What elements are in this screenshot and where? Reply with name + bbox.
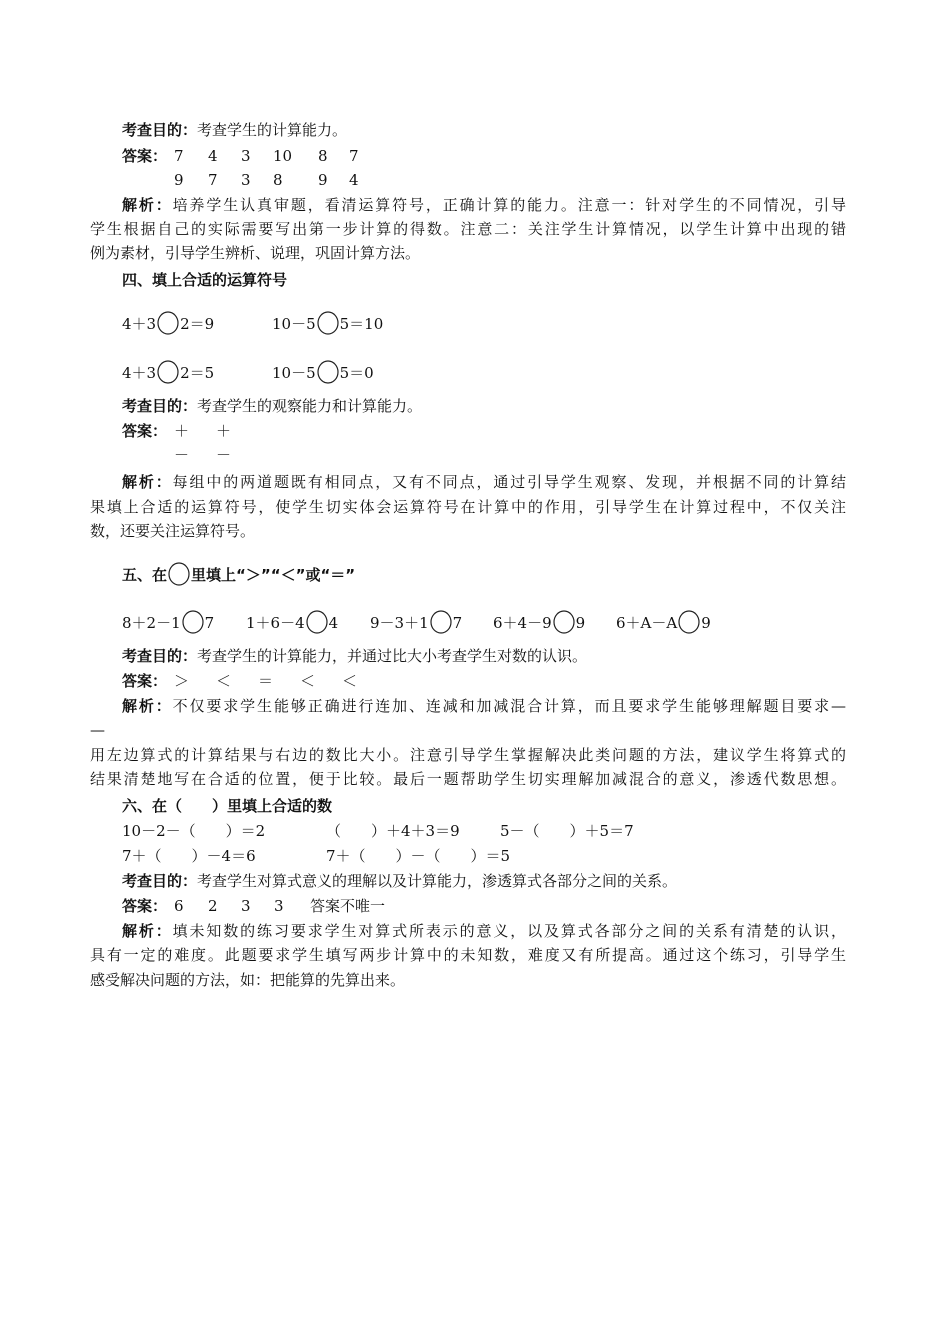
equation-right: 2＝9 bbox=[180, 315, 215, 333]
answer-value: 3 bbox=[274, 897, 284, 915]
expression-left: 6＋A－A bbox=[616, 614, 678, 632]
s4-equation-1 bbox=[122, 311, 214, 333]
blank-circle-icon bbox=[317, 360, 339, 384]
blank-circle-icon bbox=[157, 360, 179, 384]
s6-question-3: 5－（ ）＋5＝7 bbox=[500, 822, 634, 840]
s6-purpose-line bbox=[122, 870, 677, 892]
equation-right: 2＝5 bbox=[180, 364, 215, 382]
s4-analysis-line-2: 果填上合适的运算符号，使学生切实体会运算符号在计算中的作用，引导学生在计算过程中，不仅关注 bbox=[90, 498, 846, 516]
s4-equation-2 bbox=[272, 311, 383, 333]
expression-right: 7 bbox=[204, 614, 215, 632]
s4-analysis-line-1 bbox=[122, 471, 846, 493]
purpose-text: 考查学生的观察能力和计算能力。 bbox=[197, 397, 423, 415]
blank-circle-icon bbox=[430, 610, 452, 634]
answer-value: 7 bbox=[208, 171, 218, 189]
blank-circle-icon bbox=[182, 610, 204, 634]
answer-value: 3 bbox=[241, 147, 251, 165]
equation-right: 5＝10 bbox=[339, 315, 384, 333]
s6-analysis-line-3: 感受解决问题的方法，如：把能算的先算出来。 bbox=[90, 971, 406, 989]
s5-comparison-1 bbox=[122, 610, 214, 632]
s5-comparison-2 bbox=[246, 610, 338, 632]
blank-circle-icon bbox=[317, 311, 339, 335]
s4-analysis-line-3: 数，还要关注运算符号。 bbox=[90, 522, 256, 540]
expression-left: 6＋4－9 bbox=[493, 614, 552, 632]
s5-analysis-line-1b: — bbox=[90, 721, 105, 739]
answer-value: 8 bbox=[273, 171, 283, 189]
purpose-label: 考查目的： bbox=[122, 121, 198, 139]
blank-circle-icon bbox=[306, 610, 328, 634]
answer-value: 9 bbox=[174, 171, 184, 189]
blank-circle-icon bbox=[678, 610, 700, 634]
s5-analysis-line-1 bbox=[122, 695, 846, 717]
s3-purpose-line bbox=[122, 119, 347, 141]
analysis-text: 不仅要求学生能够正确进行连加、连减和加减混合计算，而且要求学生能够理解题目要求— bbox=[172, 697, 846, 715]
answer-value: ＞ bbox=[174, 672, 190, 690]
s6-analysis-line-2: 具有一定的难度。此题要求学生填写两步计算中的未知数，难度又有所提高。通过这个练习，引导学生 bbox=[90, 946, 846, 964]
answer-label: 答案： bbox=[122, 897, 168, 915]
equation-left: 4＋3 bbox=[122, 364, 157, 382]
answer-value: ＋ bbox=[174, 422, 190, 440]
answer-value: ＜ bbox=[300, 672, 316, 690]
purpose-text: 考查学生的计算能力。 bbox=[197, 121, 348, 139]
s6-question-4: 7＋（ ）－4＝6 bbox=[122, 847, 256, 865]
answer-label: 答案： bbox=[122, 147, 168, 165]
answer-value: ＝ bbox=[258, 672, 274, 690]
section-4-heading: 四、填上合适的运算符号 bbox=[122, 271, 288, 289]
purpose-label: 考查目的： bbox=[122, 647, 198, 665]
s4-purpose-line bbox=[122, 395, 422, 417]
blank-circle-icon bbox=[168, 562, 190, 586]
expression-right: 4 bbox=[328, 614, 339, 632]
answer-note: 答案不唯一 bbox=[310, 897, 386, 915]
expression-left: 8＋2－1 bbox=[122, 614, 181, 632]
section-5-heading bbox=[122, 562, 355, 584]
expression-left: 1＋6－4 bbox=[246, 614, 305, 632]
analysis-text: 培养学生认真审题，看清运算符号，正确计算的能力。注意一：针对学生的不同情况，引导 bbox=[172, 196, 846, 214]
answer-value: － bbox=[216, 446, 232, 464]
analysis-text: 每组中的两道题既有相同点，又有不同点，通过引导学生观察、发现，并根据不同的计算结 bbox=[172, 473, 846, 491]
answer-value: ＜ bbox=[216, 672, 232, 690]
answer-value: 3 bbox=[241, 897, 251, 915]
equation-right: 5＝0 bbox=[339, 364, 374, 382]
s6-question-1: 10－2－（ ）＝2 bbox=[122, 822, 266, 840]
answer-value: 6 bbox=[174, 897, 184, 915]
analysis-label: 解析： bbox=[122, 196, 173, 214]
blank-circle-icon bbox=[157, 311, 179, 335]
heading-text: 五、在 bbox=[122, 566, 168, 584]
answer-value: 9 bbox=[318, 171, 328, 189]
analysis-label: 解析： bbox=[122, 473, 173, 491]
answer-value: 7 bbox=[174, 147, 184, 165]
answer-value: ＜ bbox=[342, 672, 358, 690]
expression-right: 7 bbox=[452, 614, 463, 632]
answer-value: 10 bbox=[273, 147, 293, 165]
s6-question-5: 7＋（ ）－（ ）＝5 bbox=[326, 847, 511, 865]
answer-label: 答案： bbox=[122, 422, 168, 440]
answer-value: 2 bbox=[208, 897, 218, 915]
answer-value: 3 bbox=[241, 171, 251, 189]
expression-right: 9 bbox=[701, 614, 711, 632]
analysis-label: 解析： bbox=[122, 697, 173, 715]
blank-circle-icon bbox=[553, 610, 575, 634]
section-6-heading: 六、在（ ）里填上合适的数 bbox=[122, 797, 333, 815]
analysis-text: 填未知数的练习要求学生对算式所表示的意义，以及算式各部分之间的关系有清楚的认识， bbox=[172, 922, 846, 940]
s5-analysis-line-2: 用左边算式的计算结果与右边的数比大小。注意引导学生掌握解决此类问题的方法，建议学生将算式的 bbox=[90, 746, 846, 764]
s3-analysis-line-3: 例为素材，引导学生辨析、说理，巩固计算方法。 bbox=[90, 244, 421, 262]
s5-purpose-line bbox=[122, 645, 587, 667]
s4-equation-3 bbox=[122, 360, 214, 382]
answer-value: 4 bbox=[349, 171, 359, 189]
purpose-label: 考查目的： bbox=[122, 397, 198, 415]
answer-value: 4 bbox=[208, 147, 218, 165]
s3-analysis-line-2: 学生根据自己的实际需要写出第一步计算的得数。注意二：关注学生计算情况，以学生计算中出现的错 bbox=[90, 220, 846, 238]
s6-question-2: （ ）＋4＋3＝9 bbox=[326, 822, 460, 840]
answer-label: 答案： bbox=[122, 672, 168, 690]
s4-equation-4 bbox=[272, 360, 374, 382]
answer-value: － bbox=[174, 446, 190, 464]
equation-left: 10－5 bbox=[272, 315, 316, 333]
equation-left: 10－5 bbox=[272, 364, 316, 382]
s5-comparison-4 bbox=[493, 610, 585, 632]
s5-analysis-line-3: 结果清楚地写在合适的位置，便于比较。最后一题帮助学生切实理解加减混合的意义，渗透代数思想。 bbox=[90, 770, 846, 788]
s5-comparison-3 bbox=[370, 610, 462, 632]
expression-right: 9 bbox=[575, 614, 586, 632]
s6-answer-line bbox=[122, 895, 167, 917]
expression-left: 9－3＋1 bbox=[370, 614, 429, 632]
s3-analysis-line-1 bbox=[122, 194, 846, 216]
s6-analysis-line-1 bbox=[122, 920, 846, 942]
answer-value: ＋ bbox=[216, 422, 232, 440]
s5-answer-line bbox=[122, 670, 167, 692]
s4-answer-line bbox=[122, 420, 167, 442]
heading-text: 里填上“＞”“＜”或“＝” bbox=[191, 566, 356, 584]
analysis-label: 解析： bbox=[122, 922, 173, 940]
s5-comparison-5 bbox=[616, 610, 711, 632]
purpose-label: 考查目的： bbox=[122, 872, 198, 890]
answer-value: 7 bbox=[349, 147, 359, 165]
answer-value: 8 bbox=[318, 147, 328, 165]
equation-left: 4＋3 bbox=[122, 315, 157, 333]
purpose-text: 考查学生对算式意义的理解以及计算能力，渗透算式各部分之间的关系。 bbox=[197, 872, 678, 890]
s3-answer-line bbox=[122, 145, 167, 167]
purpose-text: 考查学生的计算能力，并通过比大小考查学生对数的认识。 bbox=[197, 647, 588, 665]
